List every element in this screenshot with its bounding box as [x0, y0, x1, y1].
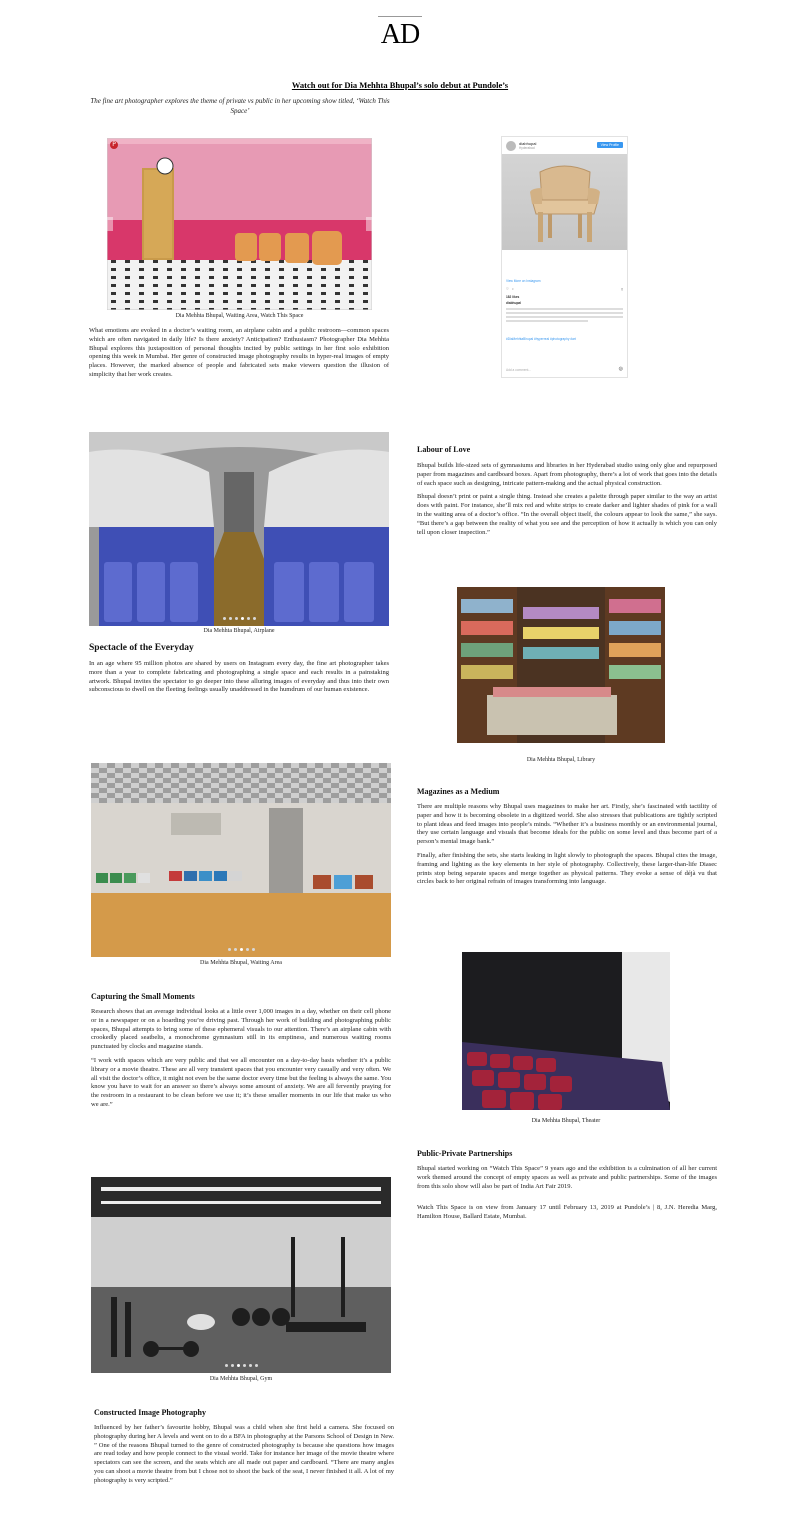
article-subhead: The fine art photographer explores the theme of private vs public in her upcoming show titled, ‘Watch This Space’ [90, 97, 390, 115]
caption-waiting-area: Dia Mehhta Bhupal, Waiting Area [200, 960, 282, 966]
magazines-paragraph-2: Finally, after finishing the sets, she starts leaking in light slowly to photograph the spaces. Bhupal cites the image, framing and lighting as the key elements in her style of photography. Collectively, these larger-than-life Diasec prints stop being separate spaces and merge together as physical patterns. They evoke a sense of déjà vu that circles back to her original refrain of images transforming into language. [417, 851, 717, 886]
instagram-location: Hyderabad [519, 146, 535, 150]
pinterest-icon[interactable]: P [110, 141, 118, 149]
instagram-header [506, 141, 623, 153]
avatar[interactable] [506, 141, 516, 151]
instagram-glyph-icon[interactable]: ◎ [618, 366, 623, 372]
carousel-next-arrow[interactable] [366, 217, 372, 231]
heading-constructed: Constructed Image Photography [94, 1408, 206, 1417]
bookmark-icon[interactable]: ▯ [621, 287, 623, 291]
partnerships-section [417, 1165, 717, 1227]
ad-logo[interactable] [0, 16, 800, 51]
labour-paragraph-1: Bhupal builds life-sized sets of gymnasiums and libraries in her Hyderabad studio using only glue and repurposed paper from magazines and cardboard boxes. Apart from photography, there’s a lot of work that goes into the details of each space such as designing, intricate pattern-making and the actual physical construction. [417, 462, 717, 487]
instagram-actions [506, 287, 623, 291]
carousel-dots[interactable] [91, 948, 391, 951]
caption-theater: Dia Mehhta Bhupal, Theater [531, 1118, 601, 1124]
caption-gym: Dia Mehhta Bhupal, Gym [209, 1376, 273, 1382]
logo-text: AD [380, 19, 420, 50]
carousel-dots[interactable] [89, 617, 389, 620]
heart-icon[interactable]: ♡ [506, 287, 509, 291]
waiting-room-pink-illustration [107, 138, 372, 310]
instagram-chair-photo[interactable] [502, 154, 627, 250]
gym-illustration [91, 1177, 391, 1373]
caption-library: Dia Mehhta Bhupal, Library [526, 757, 596, 763]
waiting-room-pink-photo[interactable] [107, 138, 372, 310]
carousel-dots[interactable] [91, 1364, 391, 1367]
heading-partnerships: Public-Private Partnerships [417, 1149, 513, 1158]
moments-section [91, 1008, 391, 1115]
moments-paragraph-1: Research shows that an average individual looks at a little over 1,000 images in a day, whether on their cell phone or in a newspaper or on a hoarding you’re driving past. Through her work of building and photographing public spaces, Bhupal attempts to bring some of these ephemeral visuals to our attention. There’s an airplane cabin with crookedly placed seatbelts, a monochrome gymnasium still in its emptiness, and numerous waiting rooms punctuated by clocks and magazine stands. [91, 1008, 391, 1051]
theater-illustration [462, 952, 670, 1110]
labour-section [417, 462, 717, 542]
heading-spectacle: Spectacle of the Everyday [89, 643, 194, 653]
post-handle[interactable]: diabhupal [506, 301, 522, 305]
spectacle-paragraph: In an age where 95 million photos are shared by users on Instagram every day, the fine art photographer takes more than a year to complete fabricating and photographing a single space and each results in a painstaking artwork. Bhupal invites the spectator to go deeper into these alluring images of everyday and thus into their own subconscious to dwell on the fleeting feelings usually unaddressed in the humdrum of our human existence. [89, 660, 389, 694]
instagram-embed[interactable] [501, 136, 628, 378]
labour-paragraph-2: Bhupal doesn’t print or paint a single thing. Instead she creates a palette through paper similar to the way an artist does with paint. For instance, she’ll mix red and white strips to create darker and lighter shades of pink for a wall in the waiting area of a doctor’s office. “In the overall object itself, the colours appear to look the same,” she says. “But there’s a gap between the reality of what you see and the perception of how it actually is which you can only tell upon closer inspection.” [417, 493, 717, 536]
intro-paragraph: What emotions are evoked in a doctor’s waiting room, an airplane cabin and a public restroom—common spaces which are often navigated in daily life? Is there anxiety? Anticipation? Enthusiasm? Photographer Dia Mehhta Bhupal explores this juxtaposition of personal thoughts incited by public settings in her first solo exhibition opening this week in Mumbai. Her genre of constructed image photography results in hyper-real images of empty places. However, the marked absence of people and fabricated sets make viewers question the illusion of simplicity that her work creates. [89, 327, 389, 378]
airplane-photo[interactable] [89, 432, 389, 626]
heading-labour: Labour of Love [417, 445, 471, 454]
post-hashtags[interactable]: #DiaMehhtaBhupal #hyperreal #photography #art [506, 337, 576, 341]
instagram-username[interactable]: diabhupal [519, 141, 537, 146]
partnerships-paragraph-1: Bhupal started working on “Watch This Space” 9 years ago and the exhibition is a culmination of all her current work themed around the concept of empty spaces as well as private and public partnerships. Some of the images from this solo show will also be part of India Art Fair 2019. [417, 1165, 717, 1190]
theater-photo[interactable] [462, 952, 670, 1110]
magazines-section [417, 803, 717, 892]
chair-illustration [502, 154, 627, 250]
waiting-area-illustration [91, 763, 391, 957]
post-caption-lines [506, 308, 623, 324]
view-more-link[interactable]: View More on Instagram [506, 279, 541, 283]
airplane-illustration [89, 432, 389, 626]
caption-waiting-pink: Dia Mehhta Bhupal, Waiting Area, Watch This Space [175, 313, 304, 319]
library-photo[interactable] [457, 587, 665, 743]
caption-airplane: Dia Mehhta Bhupal, Airplane [203, 628, 275, 634]
comment-input[interactable]: Add a comment... [506, 368, 531, 372]
library-illustration [457, 587, 665, 743]
gym-photo[interactable] [91, 1177, 391, 1373]
partnerships-paragraph-2: Watch This Space is on view from January 17 until February 13, 2019 at Pundole’s | 8, J.N. Heredia Marg, Hamilton House, Ballard Estate, Mumbai. [417, 1204, 717, 1221]
constructed-paragraph: Influenced by her father’s favourite hobby, Bhupal was a child when she first held a camera. She focused on photography during her A levels and went on to do a BFA in photography at the Parsons School of Design in New. ” One of the reasons Bhupal turned to the genre of constructed photography is because she questions how images are read today and how people connect to the visual world. Take for instance her image of the movie theatre where spectators can see the screen, and the seats which are all made out paper and cardboard. “There are many angles you can shoot a movie theatre from but I chose not to shoot the back of the seat, I never finished it all. A lot of my photography is very scripted.” [94, 1424, 394, 1484]
carousel-prev-arrow[interactable] [107, 217, 113, 231]
view-profile-button[interactable]: View Profile [597, 142, 623, 148]
likes-count: 182 likes [506, 295, 520, 299]
magazines-paragraph-1: There are multiple reasons why Bhupal uses magazines to make her art. Firstly, she’s fascinated with tactility of paper and how it is becoming obsolete in a digitized world. She also stresses that publications are tightly scripted to plant ideas and feed images into people’s minds. “Whether it’s a business monthly or an environmental journal, they use certain language and visuals that become ideals for the public on some level and thus become part of a person’s mental image bank.” [417, 803, 717, 846]
logo-rule [378, 16, 422, 17]
comment-icon[interactable]: ○ [511, 287, 514, 291]
waiting-area-photo[interactable] [91, 763, 391, 957]
heading-moments: Capturing the Small Moments [91, 992, 195, 1001]
article-headline: Watch out for Dia Mehhta Bhupal’s solo debut at Pundole’s [291, 80, 509, 90]
heading-magazines: Magazines as a Medium [417, 787, 500, 796]
moments-paragraph-2: “I work with spaces which are very public and that we all encounter on a day-to-day basis whether it’s a public library or a movie theatre. These are all very transient spaces that you encounter very casually and very often. We all visit the doctor’s office, it might not even be the same doctor every time but the feeling is always the same. You know you have to wait for an answer so there’s always some amount of anxiety. We are all fervently praying for the restroom in a restaurant to be clean before we use it; it’s these smaller moments in our life that make us who we are.” [91, 1056, 391, 1108]
